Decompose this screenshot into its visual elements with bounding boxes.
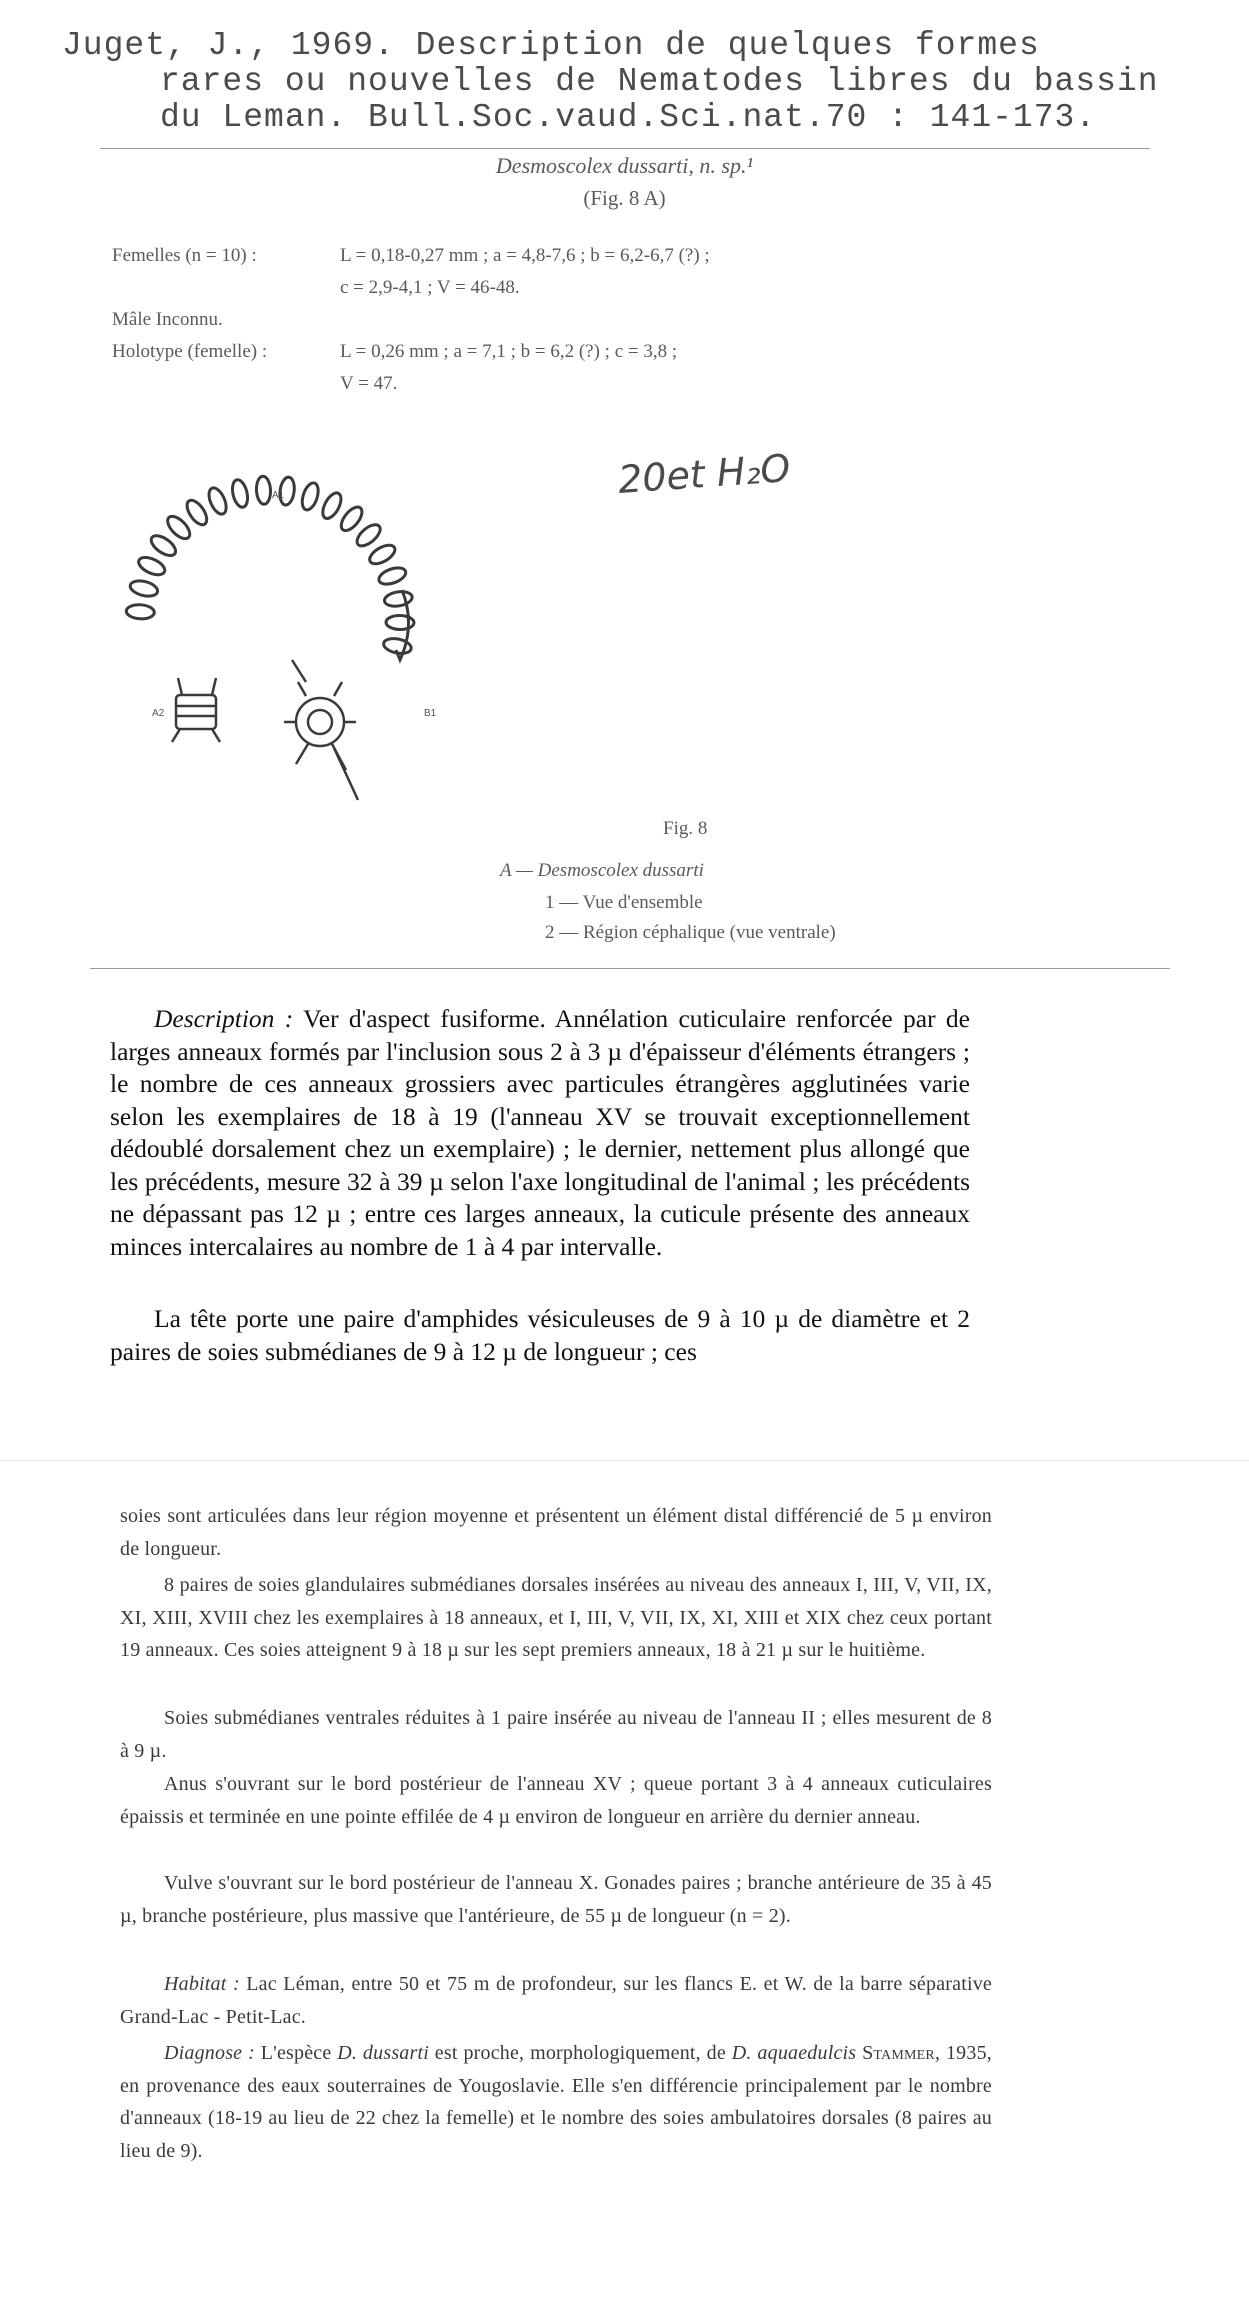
figure-rule — [90, 968, 1170, 969]
head-b1 — [284, 660, 358, 800]
body-ring — [206, 485, 230, 516]
body-ring — [256, 476, 271, 505]
figure-label-a1: A1 — [272, 490, 285, 501]
femelles-values-1: L = 0,18-0,27 mm ; a = 4,8-7,6 ; b = 6,2-6,7 (?) ; — [340, 245, 710, 266]
description-paragraph: Description : Ver d'aspect fusiforme. Annélation cuticulaire renforcée par de larges anneaux formés par l'inclusion sous 2 à 3 µ d'épaisseur d'éléments étrangers ; le nombre de ces anneaux grossiers avec particules étrangères agglutinées varie selon les exemplaires de 18 à 19 (l'anneau XV se trouvait exceptionnellement dédoublé dorsalement chez un exemplaire) ; le dernier, nettement plus allongé que les précédents, mesure 32 à 39 µ selon l'axe longitudinal de l'animal ; les précédents ne dépassant pas 12 µ ; entre ces larges anneaux, la cuticule présente des anneaux minces intercalaires au nombre de 1 à 4 par intervalle. — [110, 1004, 970, 1261]
handwritten-note: 20et H₂O — [616, 446, 792, 502]
body-ring — [353, 521, 383, 550]
citation-line-1: Juget, J., 1969. Description de quelques formes — [62, 27, 1040, 64]
scan-page-break — [0, 1460, 1249, 1461]
body-ring — [230, 478, 250, 508]
ventral-setae-paragraph: Soies submédianes ventrales réduites à 1 paire insérée au niveau de l'anneau II ; elles mesurent de 8 à 9 µ. — [120, 1707, 992, 1762]
figure-reference: (Fig. 8 A) — [583, 186, 666, 210]
figure-8-drawing — [120, 420, 460, 820]
body-ring — [299, 481, 321, 512]
holotype-values-1: L = 0,26 mm ; a = 7,1 ; b = 6,2 (?) ; c = 3,8 ; — [340, 341, 678, 362]
setae-paragraph: soies sont articulées dans leur région moyenne et présentent un élément distal différencié de 5 µ environ de longueur. — [120, 1505, 992, 1560]
body-ring — [337, 504, 365, 535]
header-rule — [100, 148, 1150, 149]
anus-paragraph: Anus s'ouvrant sur le bord postérieur de l'anneau XV ; queue portant 3 à 4 anneaux cuticulaires épaissis et terminée en une pointe effilée de 4 µ environ de longueur en arrière du dernier anneau. — [120, 1773, 992, 1828]
figure-label-a2: A2 — [152, 708, 165, 719]
species-title: Desmoscolex dussarti, n. sp.¹ — [495, 153, 754, 178]
diagnose-paragraph: Diagnose : L'espèce D. dussarti est proche, morphologiquement, de D. aquaedulcis Stammer, 1935, en provenance des eaux souterraines de Yougoslavie. Elle s'en différencie principalement par le nombre d'anneaux (18-19 au lieu de 22 chez la femelle) et le nombre des soies ambulatoires dorsales (8 paires au lieu de 9). — [120, 2042, 992, 2162]
body-ring — [148, 532, 179, 560]
body-ring — [319, 490, 345, 521]
body-ring — [367, 541, 398, 567]
citation-line-2: rares ou nouvelles de Nematodes libres du bassin — [160, 63, 1159, 100]
worm-body-rings — [126, 476, 414, 660]
vulve-paragraph: Vulve s'ouvrant sur le bord postérieur de l'anneau X. Gonades paires ; branche antérieure de 35 à 45 µ, branche postérieure, plus massive que l'antérieure, de 55 µ de longueur (n = 2). — [120, 1872, 992, 1927]
figure-label-b1: B1 — [424, 708, 437, 719]
body-ring — [383, 590, 413, 608]
caption-species: A — Desmoscolex dussarti — [500, 860, 704, 881]
caption-view-1: 1 — Vue d'ensemble — [545, 892, 703, 913]
tail — [396, 590, 409, 660]
femelles-values-2: c = 2,9-4,1 ; V = 46-48. — [340, 277, 520, 298]
glandular-setae-paragraph: 8 paires de soies glandulaires submédianes dorsales insérées au niveau des anneaux I, III, V, VII, IX, XI, XIII, XVIII chez les exemplaires à 18 anneaux, et I, III, V, VII, IX, XI, XIII et XIX chez ceux portant 19 anneaux. Ces soies atteignent 9 à 18 µ sur les sept premiers anneaux, 18 à 21 µ sur le huitième. — [120, 1574, 992, 1661]
body-ring — [136, 554, 167, 578]
body-ring — [377, 565, 408, 588]
body-ring — [183, 497, 210, 528]
head-paragraph: La tête porte une paire d'amphides vésiculeuses de 9 à 10 µ de diamètre et 2 paires de soies submédianes de 9 à 12 µ de longueur ; ces — [110, 1304, 970, 1366]
body-ring — [129, 578, 160, 598]
male-line: Mâle Inconnu. — [112, 309, 223, 330]
holotype-label: Holotype (femelle) : — [112, 341, 268, 362]
citation-line-3: du Leman. Bull.Soc.vaud.Sci.nat.70 : 141-173. — [160, 99, 1097, 136]
body-ring — [126, 604, 155, 620]
habitat-paragraph: Habitat : Lac Léman, entre 50 et 75 m de profondeur, sur les flancs E. et W. de la barre séparative Grand-Lac - Petit-Lac. — [120, 1973, 993, 2028]
holotype-values-2: V = 47. — [340, 373, 398, 394]
body-ring — [164, 513, 194, 543]
head-a2 — [172, 678, 220, 742]
fig-number: Fig. 8 — [663, 818, 708, 839]
caption-view-2: 2 — Région céphalique (vue ventrale) — [545, 922, 836, 943]
femelles-label: Femelles (n = 10) : — [112, 245, 257, 266]
